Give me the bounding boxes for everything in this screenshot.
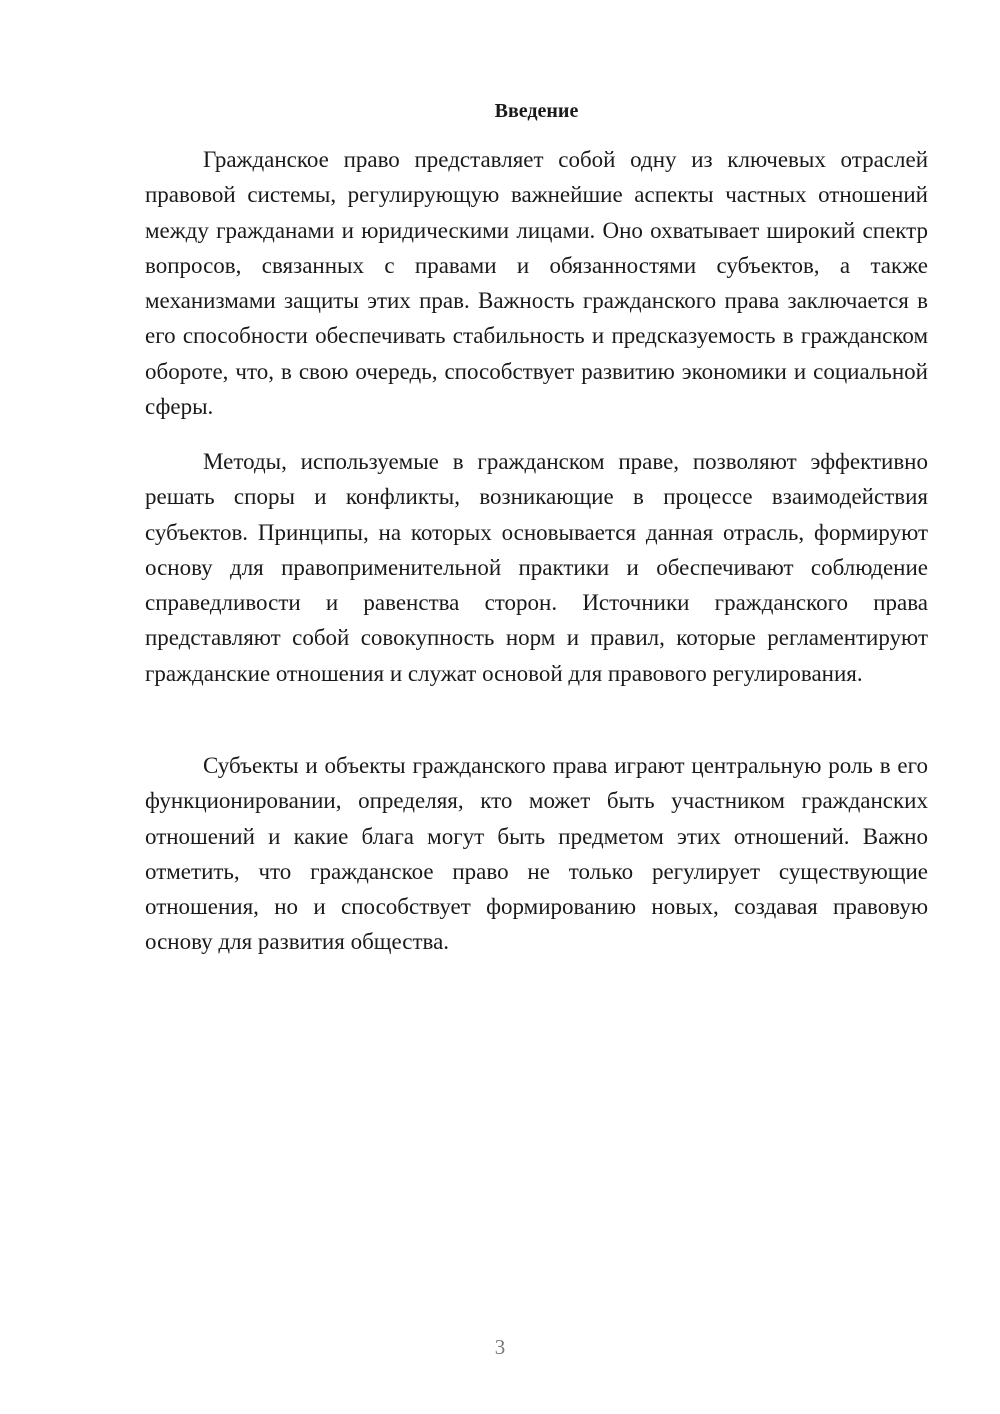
section-title: Введение [494,100,579,122]
paragraph-2: Методы, используемые в гражданском праве, позволяют эффективно решать споры и конфликты, возникающие в процессе взаимодействия субъектов. Принципы, на которых основывается данная отрасль, формируют основу для правоприменительной практики и обеспечивают соблюдение справедливости и равенства сторон. Источники гражданского права представляют собой совокупность норм и правил, которые регламентируют гражданские отношения и служат основой для правового регулирования. [145,449,928,686]
paragraph-1: Гражданское право представляет собой одну из ключевых отраслей правовой системы, регулирующую важнейшие аспекты частных отношений между гражданами и юридическими лицами. Оно охватывает широкий спектр вопросов, связанных с правами и обязанностями субъектов, а также механизмами защиты этих прав. Важность гражданского права заключается в его способности обеспечивать стабильность и предсказуемость в гражданском обороте, что, в свою очередь, способствует развитию экономики и социальной сферы. [145,147,928,420]
paragraph-3: Субъекты и объекты гражданского права играют центральную роль в его функционировании, определяя, кто может быть участником гражданских отношений и какие блага могут быть предметом этих отношений. Важно отметить, что гражданское право не только регулирует существующие отношения, но и способствует формированию новых, создавая правовую основу для развития общества. [145,753,928,955]
page-number: 3 [494,1335,506,1359]
